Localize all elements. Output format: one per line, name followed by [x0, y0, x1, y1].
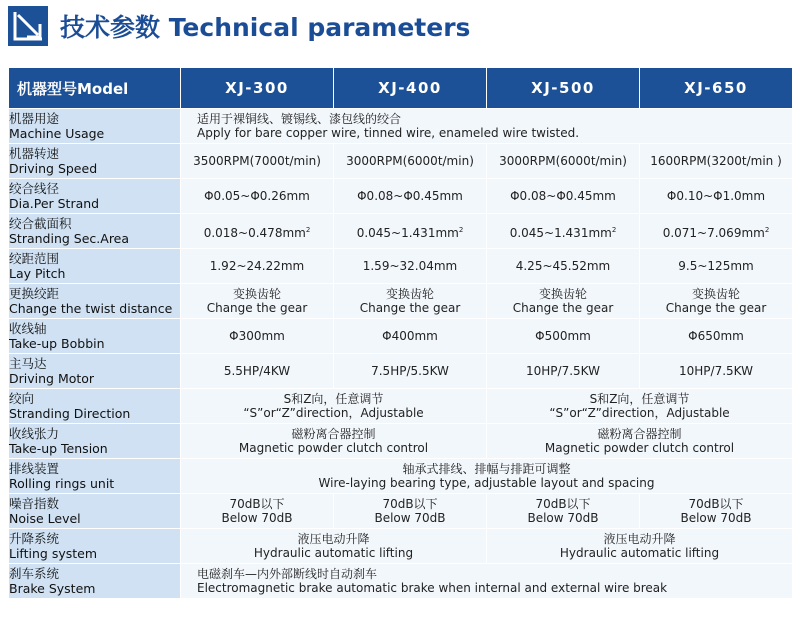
- row-label: [9, 109, 181, 144]
- value-cell: 3000RPM(6000t/min): [334, 144, 487, 179]
- value-en: Hydraulic automatic lifting: [253, 546, 414, 560]
- value-cell: [181, 494, 334, 529]
- value-en: Below 70dB: [374, 511, 446, 525]
- label-en: Brake System: [9, 581, 96, 596]
- value-text: 0.018~0.478mm: [203, 225, 306, 240]
- value-cn: 70dB以下: [535, 497, 591, 511]
- model-xj-500: XJ-500: [487, 68, 640, 109]
- label-cn: 绞向: [9, 391, 35, 406]
- value-en: Electromagnetic brake automatic brake when internal and external wire break: [197, 581, 668, 595]
- table-row-rolling-rings-unit: [9, 459, 793, 494]
- label-en: Lifting system: [9, 546, 98, 561]
- value-en: “S”or“Z”direction，Adjustable: [243, 406, 424, 420]
- label-cn: 噪音指数: [9, 496, 60, 511]
- value-cell: Φ500mm: [487, 319, 640, 354]
- table-row-change-twist-distance: [9, 284, 793, 319]
- label-cn: 绞合截面积: [9, 216, 72, 231]
- value-en: Apply for bare copper wire, tinned wire, enameled wire twisted.: [197, 126, 580, 140]
- value-cell: 10HP/7.5KW: [640, 354, 793, 389]
- value-cell: Φ300mm: [181, 319, 334, 354]
- label-cn: 绞合线径: [9, 181, 60, 196]
- technical-parameters-table: [8, 67, 793, 599]
- value-cell: [334, 284, 487, 319]
- value-cell: [181, 389, 487, 424]
- value-cell: 9.5~125mm: [640, 249, 793, 284]
- value-cell: [334, 214, 487, 249]
- value-cell: [181, 564, 793, 599]
- value-cell: 10HP/7.5KW: [487, 354, 640, 389]
- superscript: 2: [611, 225, 617, 234]
- table-row-stranding-direction: [9, 389, 793, 424]
- value-cn: 变换齿轮: [691, 287, 740, 301]
- label-en: Noise Level: [9, 511, 81, 526]
- value-cell: 3500RPM(7000t/min): [181, 144, 334, 179]
- value-cell: [181, 424, 487, 459]
- table-row-take-up-tension: [9, 424, 793, 459]
- value-cell: [640, 284, 793, 319]
- row-label: [9, 459, 181, 494]
- value-en: Magnetic powder clutch control: [238, 441, 429, 455]
- table-row-noise-level: [9, 494, 793, 529]
- label-cn: 机器用途: [9, 111, 60, 126]
- value-cn: 变换齿轮: [538, 287, 587, 301]
- value-cell: Φ650mm: [640, 319, 793, 354]
- value-cell: 1.59~32.04mm: [334, 249, 487, 284]
- label-cn: 刹车系统: [9, 566, 60, 581]
- value-cell: 7.5HP/5.5KW: [334, 354, 487, 389]
- label-en: Lay Pitch: [9, 266, 66, 281]
- value-en: Below 70dB: [527, 511, 599, 525]
- value-cn: 70dB以下: [688, 497, 744, 511]
- value-cell: [487, 214, 640, 249]
- label-en: Machine Usage: [9, 126, 105, 141]
- value-cell: 3000RPM(6000t/min): [487, 144, 640, 179]
- value-cell: Φ0.05~Φ0.26mm: [181, 179, 334, 214]
- table-row-lifting-system: [9, 529, 793, 564]
- value-en: Magnetic powder clutch control: [544, 441, 735, 455]
- label-en: Take-up Bobbin: [9, 336, 105, 351]
- label-cn: 更换绞距: [9, 286, 60, 301]
- value-en: Hydraulic automatic lifting: [559, 546, 720, 560]
- row-label: [9, 529, 181, 564]
- label-en: Stranding Sec.Area: [9, 231, 130, 246]
- table-row-lay-pitch: [9, 249, 793, 284]
- table-row-dia-per-strand: [9, 179, 793, 214]
- value-cn: 电磁刹车—内外部断线时自动刹车: [197, 567, 378, 581]
- model-xj-300: XJ-300: [181, 68, 334, 109]
- model-xj-400: XJ-400: [334, 68, 487, 109]
- value-cn: S和Z向，任意调节: [283, 392, 384, 406]
- diagonal-arrow-logo-icon: [8, 6, 48, 46]
- value-cn: 轴承式排线、排幅与排距可调整: [402, 462, 571, 476]
- label-cn: 机器转速: [9, 146, 60, 161]
- value-cell: Φ400mm: [334, 319, 487, 354]
- label-en: Dia.Per Strand: [9, 196, 100, 211]
- row-label: [9, 389, 181, 424]
- label-en: Stranding Direction: [9, 406, 131, 421]
- superscript: 2: [764, 225, 770, 234]
- value-cell: [487, 529, 793, 564]
- value-cell: Φ0.10~Φ1.0mm: [640, 179, 793, 214]
- value-cell: 1.92~24.22mm: [181, 249, 334, 284]
- value-cell: [487, 284, 640, 319]
- value-cn: 变换齿轮: [385, 287, 434, 301]
- value-en: Change the gear: [206, 301, 308, 315]
- label-en: Change the twist distance: [9, 301, 173, 316]
- label-en: Driving Speed: [9, 161, 98, 176]
- row-label: [9, 564, 181, 599]
- table-row-brake-system: [9, 564, 793, 599]
- value-cell: [181, 459, 793, 494]
- value-cn: 磁粉离合器控制: [597, 427, 682, 441]
- row-label: [9, 144, 181, 179]
- value-cell: 1600RPM(3200t/min ): [640, 144, 793, 179]
- value-cn: 适用于裸铜线、镀锡线、漆包线的绞合: [197, 112, 402, 126]
- label-cn: 主马达: [9, 356, 47, 371]
- row-label: [9, 354, 181, 389]
- value-cell: [181, 109, 793, 144]
- value-text: 0.045~1.431mm: [356, 225, 459, 240]
- value-cn: 70dB以下: [229, 497, 285, 511]
- label-cn: 收线轴: [9, 321, 47, 336]
- value-en: Below 70dB: [221, 511, 293, 525]
- value-en: Below 70dB: [680, 511, 752, 525]
- value-cell: [487, 494, 640, 529]
- model-header: 机器型号Model: [9, 68, 181, 109]
- value-cell: 5.5HP/4KW: [181, 354, 334, 389]
- value-cell: [487, 424, 793, 459]
- table-header-row: [9, 68, 793, 109]
- value-en: “S”or“Z”direction，Adjustable: [549, 406, 730, 420]
- row-label: [9, 424, 181, 459]
- table-row-driving-motor: [9, 354, 793, 389]
- table-row-stranding-sec-area: [9, 214, 793, 249]
- value-en: Wire-laying bearing type, adjustable layout and spacing: [318, 476, 655, 490]
- value-en: Change the gear: [512, 301, 614, 315]
- value-cn: 液压电动升降: [297, 532, 370, 546]
- value-cell: [334, 494, 487, 529]
- superscript: 2: [305, 225, 311, 234]
- row-label: [9, 319, 181, 354]
- value-cn: 磁粉离合器控制: [291, 427, 376, 441]
- label-cn: 收线张力: [9, 426, 60, 441]
- label-en: Rolling rings unit: [9, 476, 115, 491]
- value-cell: [640, 494, 793, 529]
- row-label: [9, 214, 181, 249]
- row-label: [9, 179, 181, 214]
- value-text: 0.071~7.069mm: [662, 225, 765, 240]
- value-text: 0.045~1.431mm: [509, 225, 612, 240]
- value-en: Change the gear: [359, 301, 461, 315]
- superscript: 2: [458, 225, 464, 234]
- value-cell: 4.25~45.52mm: [487, 249, 640, 284]
- label-cn: 升降系统: [9, 531, 60, 546]
- page-header: [8, 6, 792, 52]
- value-cell: [181, 214, 334, 249]
- value-en: Change the gear: [665, 301, 767, 315]
- value-cn: 变换齿轮: [232, 287, 281, 301]
- value-cell: [181, 284, 334, 319]
- model-xj-650: XJ-650: [640, 68, 793, 109]
- value-cell: [640, 214, 793, 249]
- value-cn: S和Z向，任意调节: [589, 392, 690, 406]
- page-title: 技术参数 Technical parameters: [60, 13, 471, 42]
- row-label: [9, 494, 181, 529]
- table-row-driving-speed: [9, 144, 793, 179]
- row-label: [9, 249, 181, 284]
- table-row-machine-usage: [9, 109, 793, 144]
- value-cell: Φ0.08~Φ0.45mm: [334, 179, 487, 214]
- row-label: [9, 284, 181, 319]
- value-cell: [181, 529, 487, 564]
- value-cn: 70dB以下: [382, 497, 438, 511]
- value-cn: 液压电动升降: [603, 532, 676, 546]
- label-en: Driving Motor: [9, 371, 95, 386]
- label-cn: 绞距范围: [9, 251, 60, 266]
- label-en: Take-up Tension: [9, 441, 108, 456]
- label-cn: 排线装置: [9, 461, 60, 476]
- table-row-take-up-bobbin: [9, 319, 793, 354]
- value-cell: [487, 389, 793, 424]
- value-cell: Φ0.08~Φ0.45mm: [487, 179, 640, 214]
